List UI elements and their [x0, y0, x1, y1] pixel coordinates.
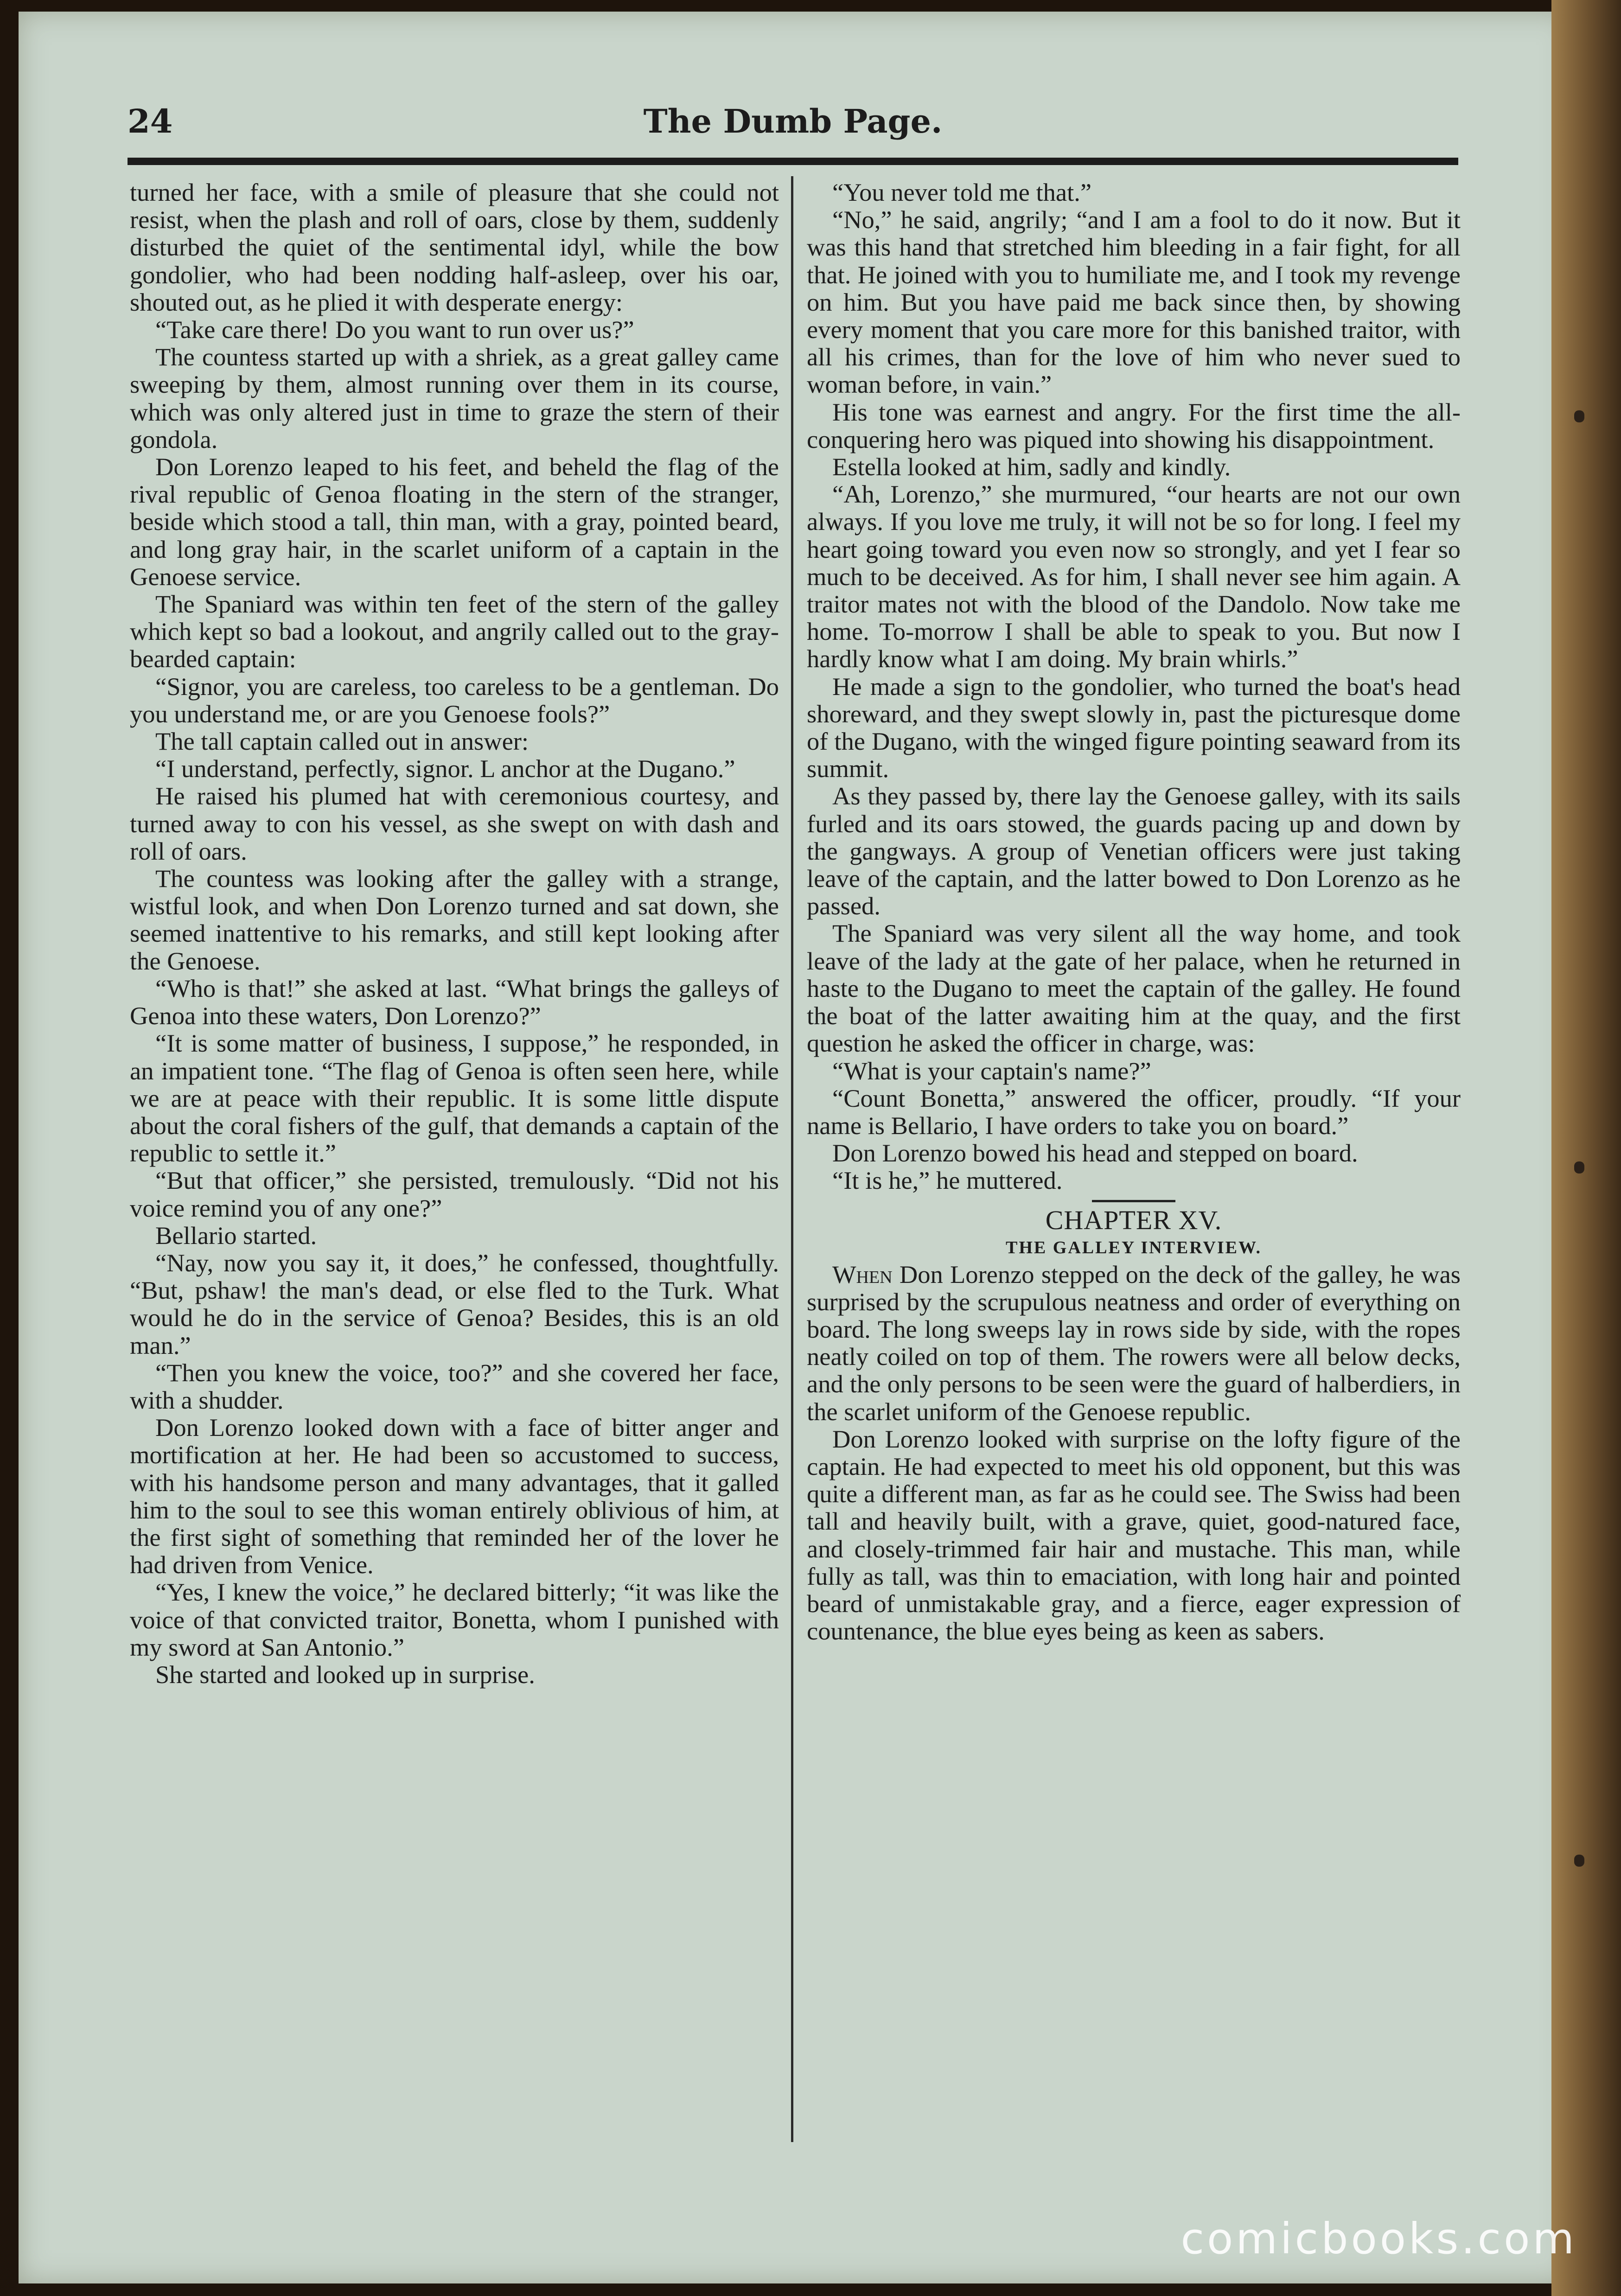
paragraph: As they passed by, there lay the Genoese galley, with its sails furled and its oars stowed, the guards pacing up and down by the gangways. A group of Venetian officers were just taking leave of the captain, and the latter bowed to Don Lorenzo as he passed. [807, 782, 1461, 920]
paragraph: Don Lorenzo looked down with a face of bitter anger and mortification at her. He had been so accustomed to success, with his handsome person and many advantages, that it galled him to the soul to see this woman entirely oblivious of him, at the first sight of something that reminded her of the lover he had driven from Venice. [130, 1413, 779, 1579]
binding-spine [1551, 0, 1621, 2296]
paragraph: The Spaniard was within ten feet of the stern of the galley which kept so bad a lookout, and angrily called out to the gray-bearded captain: [130, 590, 779, 673]
binding-staple-icon [1574, 1855, 1584, 1867]
left-column [130, 179, 779, 1688]
paragraph: His tone was earnest and angry. For the first time the all-conquering hero was piqued into showing his disappointment. [807, 397, 1461, 453]
paragraph: The tall captain called out in answer: [155, 727, 529, 756]
paragraph: turned her face, with a smile of pleasure that she could not resist, when the plash and roll of oars, close by them, suddenly disturbed the quiet of the sentimental idyl, while the bow gondolier, who had been nodding half-asleep, over his oar, shouted out, as he plied it with desperate energy: [130, 178, 779, 316]
paragraph: “Who is that!” she asked at last. “What brings the galleys of Genoa into these waters, Don Lorenzo?” [130, 974, 779, 1030]
paragraph: Estella looked at him, sadly and kindly. [832, 453, 1231, 481]
binding-staple-icon [1574, 410, 1584, 422]
paragraph: “Count Bonetta,” answered the officer, proudly. “If your name is Bellario, I have orders to take you on board.” [807, 1084, 1461, 1140]
paragraph: “Yes, I knew the voice,” he declared bitterly; “it was like the voice of that convicted traitor, Bonetta, whom I punished with my sword at San Antonio.” [130, 1578, 779, 1661]
watermark-text: comicbooks.com [1181, 2214, 1577, 2264]
paragraph: “But that officer,” she persisted, tremulously. “Did not his voice remind you of any one?” [130, 1166, 779, 1222]
chapter-opening-paragraph [807, 1261, 1461, 1425]
paragraph: “I understand, perfectly, signor. L anchor at the Dugano.” [155, 754, 735, 783]
right-column [807, 179, 1461, 1645]
chapter-rule [1092, 1200, 1175, 1202]
paragraph-text: Don Lorenzo stepped on the deck of the galley, he was surprised by the scrupulous neatness and order of everything on board. The long sweeps lay in rows side by side, with the ropes neatly coiled on top of them. The rowers were all below decks, and the only persons to be seen were the guard of halberdiers, in the scarlet uniform of the Genoese republic. [807, 1260, 1461, 1426]
paragraph: He raised his plumed hat with ceremonious courtesy, and turned away to con his vessel, as she swept on with dash and roll of oars. [130, 782, 779, 865]
paragraph: Don Lorenzo leaped to his feet, and beheld the flag of the rival republic of Genoa floating in the stern of the stranger, beside which stood a tall, thin man, with a gray, pointed beard, and long gray hair, in the scarlet uniform of a captain in the Genoese service. [130, 453, 779, 591]
paragraph: “It is he,” he muttered. [832, 1166, 1063, 1195]
paragraph: The countess started up with a shriek, as a great galley came sweeping by them, almost running over them in its course, which was only altered just in time to graze the stern of their gondola. [130, 343, 779, 453]
paragraph: The countess was looking after the galley with a strange, wistful look, and when Don Lorenzo turned and sat down, she seemed inattentive to his remarks, and still kept looking after the Genoese. [130, 864, 779, 975]
paragraph: Don Lorenzo bowed his head and stepped on board. [832, 1139, 1358, 1167]
column-divider [791, 176, 793, 2142]
chapter-subtitle: THE GALLEY INTERVIEW. [1006, 1237, 1262, 1257]
paragraph: “Nay, now you say it, it does,” he confessed, thoughtfully. “But, pshaw! the man's dead, or else fled to the Turk. What would he do in the service of Genoa? Besides, this is an old man.” [130, 1248, 779, 1359]
chapter-dropcap-word: When [832, 1260, 893, 1288]
paragraph: Bellario started. [155, 1221, 317, 1250]
paragraph: The Spaniard was very silent all the way home, and took leave of the lady at the gate of her palace, when he returned in haste to the Dugano to meet the captain of the galley. He found the boat of the latter awaiting him at the quay, and the first question he asked the officer in charge, was: [807, 919, 1461, 1058]
page-header [128, 97, 1458, 153]
paragraph: He made a sign to the gondolier, who turned the boat's head shoreward, and they swept slowly in, past the picturesque dome of the Dugano, with the winged figure pointing seaward from its summit. [807, 672, 1461, 783]
paragraph: “You never told me that.” [832, 178, 1092, 206]
page-number: 24 [128, 102, 173, 140]
page-title: The Dumb Page. [643, 102, 943, 140]
paragraph: Don Lorenzo looked with surprise on the lofty figure of the captain. He had expected to meet his old opponent, but this was quite a different man, as far as he could see. The Swiss had been tall and heavily built, with a grave, quiet, good-natured face, and closely-trimmed fair hair and mustache. This man, while fully as tall, was thin to emaciation, with long hair and pointed beard of unmistakable gray, and a fierce, eager expression of countenance, the blue eyes being as keen as sabers. [807, 1424, 1461, 1645]
paragraph: “What is your captain's name?” [832, 1056, 1151, 1085]
binding-staple-icon [1574, 1161, 1584, 1174]
paragraph: “It is some matter of business, I suppose,” he responded, in an impatient tone. “The flag of Genoa is often seen here, while we are at peace with their republic. It is some little dispute about the coral fishers of the gulf, that demands a captain of the republic to settle it.” [130, 1029, 779, 1167]
paragraph: She started and looked up in surprise. [155, 1660, 535, 1689]
header-rule [128, 158, 1458, 165]
paragraph: “Ah, Lorenzo,” she murmured, “our hearts are not our own always. If you love me truly, it will not be so for long. I feel my heart going toward you even now so strongly, and yet I fear so much to be deceived. As for him, I shall never see him again. A traitor mates not with the blood of the Dandolo. Now take me home. To-morrow I shall be able to speak to you. But now I hardly know what I am doing. My brain whirls.” [807, 480, 1461, 673]
paragraph: “Signor, you are careless, too careless to be a gentleman. Do you understand me, or are you Genoese fools?” [130, 672, 779, 728]
paragraph: “No,” he said, angrily; “and I am a fool to do it now. But it was this hand that stretched him bleeding in a fair fight, for all that. He joined with you to humiliate me, and I took my revenge on him. But you have paid me back since then, by showing every moment that you care more for this banished traitor, with all his crimes, than for the love of him who never sued to woman before, in vain.” [807, 205, 1461, 399]
paragraph: “Take care there! Do you want to run over us?” [155, 315, 634, 344]
paragraph: “Then you knew the voice, too?” and she covered her face, with a shudder. [130, 1358, 779, 1414]
chapter-title: CHAPTER XV. [1045, 1205, 1222, 1235]
